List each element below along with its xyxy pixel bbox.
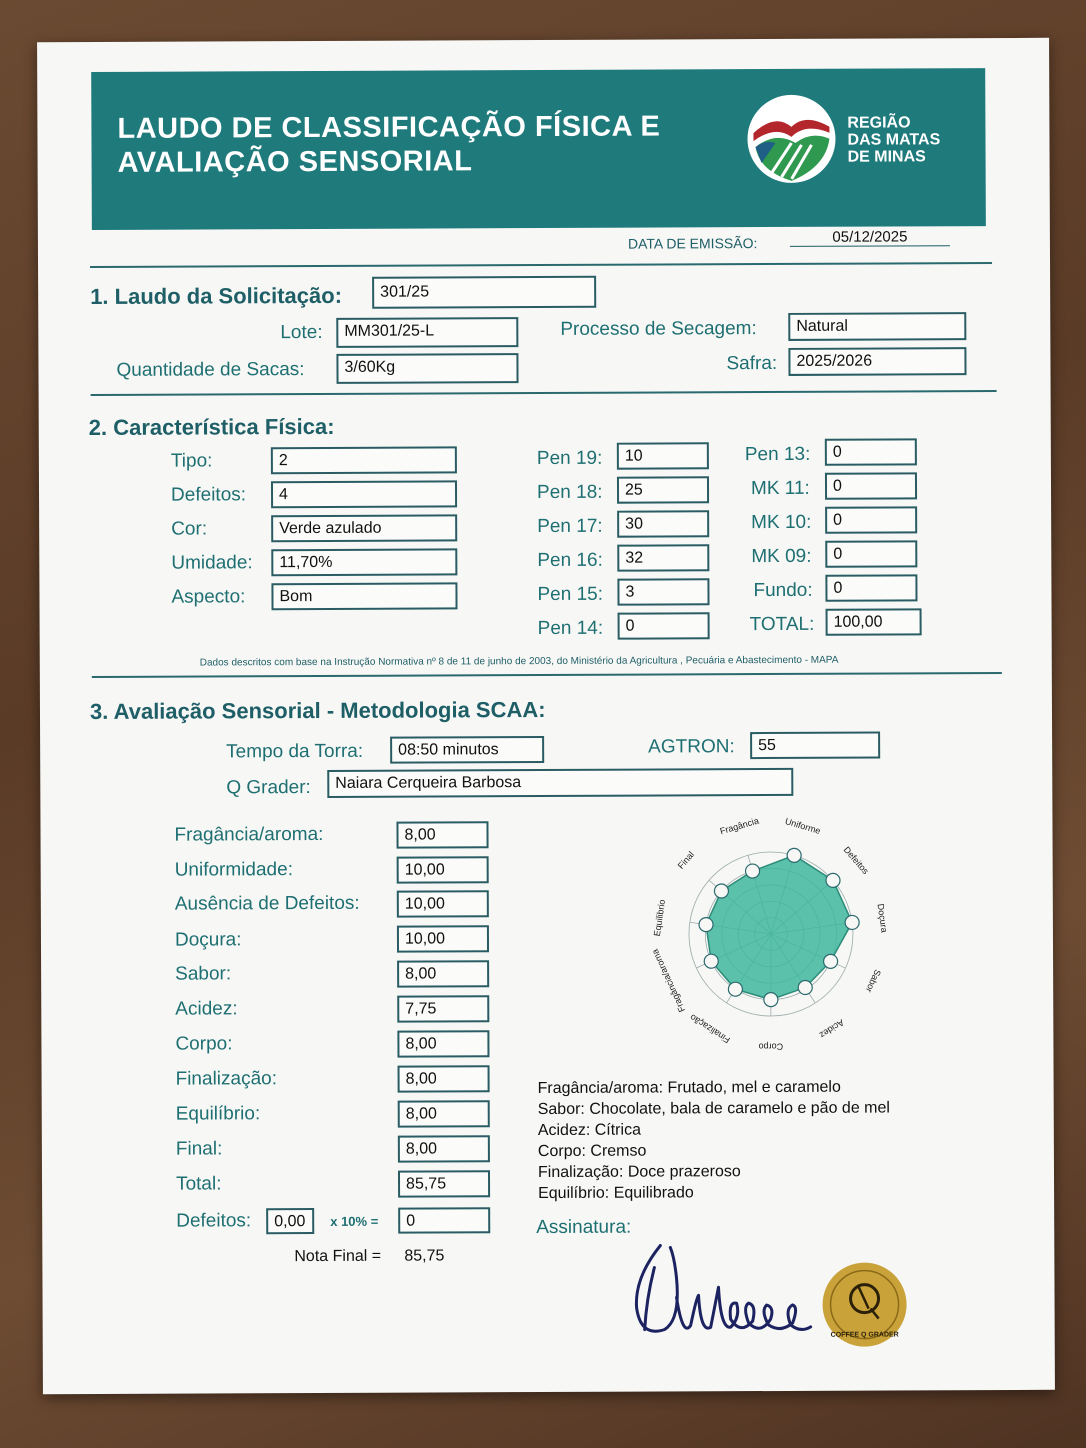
processo-field: Natural	[788, 312, 966, 341]
score-field: 8,00	[397, 1030, 489, 1057]
defeitos-sensory-field: 0,00	[266, 1208, 314, 1234]
radar-point	[746, 864, 760, 878]
pen17-label: Pen 17:	[537, 515, 603, 538]
defeitos-sensory-label: Defeitos:	[176, 1210, 252, 1232]
cor-label: Cor:	[171, 518, 208, 540]
radar-axis-label: Uniforme	[783, 816, 822, 836]
divider	[90, 262, 992, 268]
score-label: Ausência de Defeitos:	[174, 892, 360, 915]
lote-label: Lote:	[280, 321, 323, 344]
score-label: Acidez:	[175, 998, 238, 1020]
fundo-label: Fundo:	[753, 579, 813, 602]
logo-line-3: DE MINAS	[847, 148, 926, 166]
mk09-label: MK 09:	[751, 545, 812, 568]
multiplier-label: x 10% =	[330, 1213, 379, 1229]
nota-final-label: Nota Final =	[294, 1247, 382, 1266]
tipo-label: Tipo:	[170, 450, 213, 472]
report-sheet	[37, 38, 1055, 1394]
report-title	[117, 109, 717, 180]
radar-axis-label: Acidez	[817, 1017, 846, 1041]
score-label: Finalização:	[175, 1068, 278, 1090]
score-label: Doçura:	[174, 929, 242, 951]
score-field: 7,75	[397, 995, 489, 1022]
nota-final-value: 85,75	[404, 1247, 445, 1265]
region-logo-icon	[745, 93, 837, 185]
radar-point	[699, 918, 713, 932]
mk10-field: 0	[825, 506, 917, 533]
divider	[92, 672, 1002, 678]
radar-axis-label: Doçura	[875, 903, 890, 934]
defeitos-label: Defeitos:	[170, 484, 247, 506]
mk10-label: MK 10:	[751, 511, 812, 534]
radar-axis-label: Equilibrio	[651, 898, 668, 937]
radar-axis-label: Defeitos	[841, 844, 871, 877]
aspecto-field: Bom	[271, 582, 457, 610]
umidade-label: Umidade:	[171, 552, 253, 574]
score-field: 8,00	[397, 960, 489, 987]
svg-text:COFFEE Q GRADER: COFFEE Q GRADER	[830, 1331, 899, 1339]
score-field: 8,00	[398, 1100, 490, 1127]
description-line: Corpo: Cremso	[537, 1142, 647, 1161]
section3-title: 3. Avaliação Sensorial - Metodologia SCAA:	[89, 697, 546, 724]
mk11-label: MK 11:	[750, 477, 810, 500]
description-line: Equilíbrio: Equilibrado	[538, 1184, 694, 1203]
description-line: Acidez: Cítrica	[537, 1121, 641, 1140]
pen13-field: 0	[825, 438, 917, 465]
processo-label: Processo de Secagem:	[560, 318, 757, 340]
score-label: Fragância/aroma:	[174, 823, 324, 846]
pen14-field: 0	[618, 612, 710, 639]
pen13-label: Pen 13:	[744, 443, 811, 466]
description-line: Sabor: Chocolate, bala de caramelo e pão de mel	[537, 1099, 890, 1119]
radar-axis-label: Fragância/aroma	[649, 947, 688, 1014]
radar-point	[798, 980, 812, 994]
score-field: 10,00	[397, 925, 489, 952]
radar-point	[845, 915, 859, 929]
radar-point	[787, 848, 801, 862]
pen15-label: Pen 15:	[537, 583, 604, 606]
issue-date-label: DATA DE EMISSÃO:	[627, 235, 758, 252]
pen16-field: 32	[617, 544, 709, 571]
radar-point	[824, 954, 838, 968]
score-field: 10,00	[397, 856, 489, 883]
pen17-field: 30	[617, 510, 709, 537]
radar-point	[826, 873, 840, 887]
agtron-label: AGTRON:	[648, 736, 735, 758]
score-field: 8,00	[398, 1065, 490, 1092]
score-label: Total:	[175, 1173, 222, 1195]
radar-axis-label: Corpo	[758, 1041, 784, 1052]
cor-field: Verde azulado	[271, 514, 457, 542]
total-label: TOTAL:	[749, 613, 815, 636]
description-line: Finalização: Doce prazeroso	[537, 1163, 741, 1182]
radar-point	[714, 884, 728, 898]
score-label: Sabor:	[175, 963, 232, 985]
issue-date-value: 05/12/2025	[790, 228, 950, 247]
logo-line-1: REGIÃO	[847, 114, 911, 132]
agtron-field: 55	[750, 732, 880, 760]
divider	[91, 390, 997, 396]
radar-point	[728, 982, 742, 996]
pen19-field: 10	[617, 442, 709, 469]
radar-axis-label: Fragância	[718, 815, 760, 837]
aspecto-label: Aspecto:	[171, 586, 246, 608]
lote-field: MM301/25-L	[336, 317, 518, 348]
sacas-label: Quantidade de Sacas:	[116, 359, 305, 381]
score-field: 10,00	[397, 890, 489, 917]
handwritten-signature	[624, 1237, 814, 1348]
score-field: 85,75	[398, 1170, 490, 1197]
q-grader-seal-icon	[818, 1258, 910, 1350]
request-number-field: 301/25	[372, 276, 596, 309]
regulation-note: Dados descritos com base na Instrução Normativa nº 8 de 11 de junho de 2003, do Ministério da Agricultura , Pecuária e Abastecimento - MAPA	[199, 654, 839, 669]
pen19-label: Pen 19:	[536, 447, 603, 470]
title-line-2: AVALIAÇÃO SENSORIAL	[117, 145, 473, 179]
safra-field: 2025/2026	[788, 347, 966, 376]
radar-axis-label: Final	[675, 849, 697, 871]
mk11-field: 0	[825, 472, 917, 499]
logo-line-2: DAS MATAS	[847, 131, 941, 149]
grader-label: Q Grader:	[226, 777, 311, 799]
pen16-label: Pen 16:	[537, 549, 603, 572]
sensory-descriptions	[538, 1077, 891, 1205]
score-label: Uniformidade:	[174, 859, 293, 881]
defeitos-result-field: 0	[398, 1207, 490, 1233]
score-field: 8,00	[396, 821, 488, 848]
grader-field: Naiara Cerqueira Barbosa	[327, 768, 793, 798]
torra-label: Tempo da Torra:	[226, 740, 364, 763]
score-field: 8,00	[398, 1135, 490, 1162]
title-line-1: LAUDO DE CLASSIFICAÇÃO FÍSICA E	[117, 110, 661, 145]
region-logo-text	[847, 114, 940, 165]
score-label: Corpo:	[175, 1033, 233, 1055]
umidade-field: 11,70%	[271, 548, 457, 576]
sacas-field: 3/60Kg	[336, 353, 518, 384]
torra-field: 08:50 minutos	[390, 736, 544, 764]
mk09-field: 0	[825, 540, 917, 567]
sensory-radar-chart	[620, 808, 921, 1059]
pen15-field: 3	[617, 578, 709, 605]
safra-label: Safra:	[726, 352, 778, 375]
defeitos-field: 4	[271, 480, 457, 508]
signature-label: Assinatura:	[536, 1216, 632, 1239]
pen14-label: Pen 14:	[537, 617, 604, 640]
pen18-field: 25	[617, 476, 709, 503]
radar-point	[764, 993, 778, 1007]
section1-title: 1. Laudo da Solicitação:	[90, 282, 343, 309]
header-banner	[91, 68, 986, 230]
radar-axis-label: Finalização	[688, 1012, 732, 1046]
score-label: Final:	[175, 1138, 223, 1160]
score-label: Equilíbrio:	[175, 1103, 261, 1125]
tipo-field: 2	[271, 446, 457, 474]
radar-point	[704, 954, 718, 968]
radar-axis-label: Sabor	[863, 967, 883, 994]
fundo-field: 0	[825, 574, 917, 601]
description-line: Fragância/aroma: Frutado, mel e caramelo	[537, 1078, 841, 1098]
pen18-label: Pen 18:	[536, 481, 603, 504]
total-field: 100,00	[826, 608, 922, 635]
section2-title: 2. Característica Física:	[88, 413, 335, 440]
